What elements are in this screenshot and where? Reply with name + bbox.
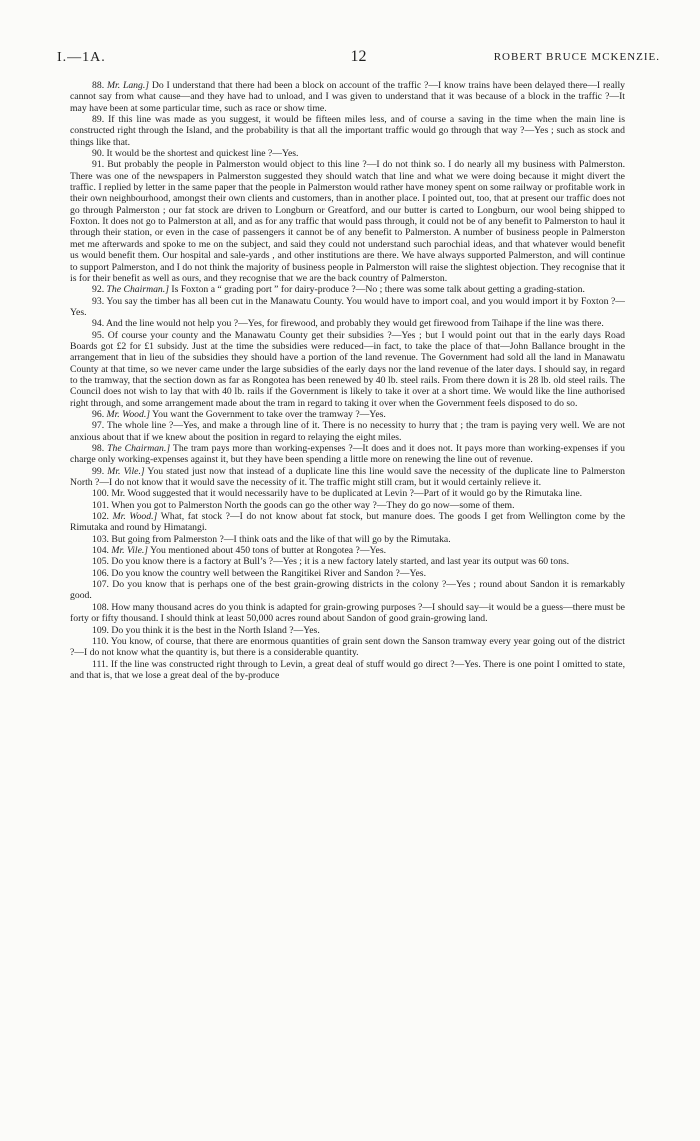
speaker-name: Mr. Lang.] (106, 80, 150, 91)
question-number: 97. (92, 420, 105, 432)
speaker-name: The Chairman.] (106, 284, 169, 296)
testimony-paragraph (70, 568, 625, 579)
testimony-paragraph (70, 500, 625, 511)
question-number: 102. (92, 511, 109, 523)
question-number: 109. (92, 624, 109, 636)
question-number: 103. (92, 533, 109, 545)
question-number: 111. (92, 658, 109, 670)
testimony-paragraph (70, 625, 625, 636)
testimony-paragraph (70, 659, 625, 682)
testimony-paragraph (70, 318, 625, 329)
question-number: 92. (92, 284, 105, 296)
testimony-paragraph (70, 409, 625, 420)
question-number: 95. (92, 329, 105, 341)
testimony-text: If this line was made as you suggest, it would be fifteen miles less, and of course a saving in the time when the main line is constructed right through the Island, and the probability is that all the important traffic would go through that way ?—Yes ; such as stock and things like that. (70, 114, 625, 148)
question-number: 99. (92, 465, 105, 477)
speaker-name: Mr. Wood.] (112, 511, 158, 523)
testimony-paragraph (70, 443, 625, 466)
question-number: 107. (92, 579, 109, 591)
question-number: 94. (92, 318, 105, 330)
page-header (57, 48, 660, 72)
question-number: 106. (92, 567, 109, 579)
parliamentary-paper-code: I.—1A. (57, 50, 106, 65)
speaker-name: The Chairman.] (107, 443, 171, 454)
testimony-text: Do you know there is a factory at Bull’s ?—Yes ; it is a new factory lately started, and last year its output was 60 tons. (108, 556, 570, 568)
testimony-paragraph (70, 148, 625, 159)
testimony-paragraph (70, 556, 625, 567)
testimony-paragraph (70, 545, 625, 556)
testimony-text: Do you know that is perhaps one of the best grain-growing districts in the colony ?—Yes ; round about Sandon it is remarkably good. (70, 579, 625, 602)
question-number: 105. (92, 556, 109, 568)
speaker-name: Mr. Vile.] (107, 465, 145, 477)
question-number: 100. (92, 488, 109, 500)
page-number: 12 (350, 48, 367, 65)
question-number: 104. (92, 545, 109, 557)
question-number: 91. (92, 159, 105, 171)
testimony-text: What, fat stock ?—I do not know about fat stock, but manure does. The goods I get from Wellington come by the Rimutaka and round by Himatangi. (70, 511, 625, 534)
testimony-paragraph (70, 602, 625, 625)
testimony-paragraph (70, 296, 625, 319)
testimony-text: Mr. Wood suggested that it would necessarily have to be duplicated at Levin ?—Part of it would go by the Rimutaka line. (108, 488, 583, 500)
testimony-paragraph (70, 579, 625, 602)
testimony-text: And the line would not help you ?—Yes, for firewood, and probably they would get firewood from Taihape if the line was there. (104, 318, 604, 330)
testimony-text: Of course your county and the Manawatu County get their subsidies ?—Yes ; but I would point out that in the early days Road Boards got £2 for £1 subsidy. Just at the time the subsidies were reduced—in fact, to take the place of that—John Ballance brought in the arrangement that in lieu of the subsidies they should have a portion of the land revenue. The Government had sold all the land in Manawatu County at that time, so we never came under the large subsidies of the early days nor the land revenue of the later days. I should say, in regard to the tramway, that the section down as far as Rongotea has been renewed by 40 lb. steel rails. From there down it is 28 lb. old steel rails. The Council does not wish to lay that with 40 lb. rails if the Government is likely to take it over at a short time. We would like the line authorised right through, and some arrangement made about the tram in regard to taking it over when the Government feels disposed to do so. (70, 329, 625, 409)
question-number: 90. (92, 148, 105, 160)
question-number: 110. (92, 635, 109, 647)
testimony-paragraph (70, 114, 625, 148)
testimony-text: It would be the shortest and quickest line ?—Yes. (104, 148, 299, 160)
testimony-paragraph (70, 636, 625, 659)
testimony-text: But going from Palmerston ?—I think oats and the like of that will go by the Rimutaka. (108, 533, 451, 545)
testimony-paragraph (70, 420, 625, 443)
testimony-text: The whole line ?—Yes, and make a through line of it. There is no necessity to hurry that ; the tram is paying very well. We are not anxious about that if we knew about the position in regard to relaying the eight miles. (70, 420, 625, 443)
question-number: 93. (92, 295, 105, 307)
question-number: 108. (92, 601, 109, 613)
speaker-name: Mr. Wood.] (106, 408, 151, 420)
speaker-name: Mr. Vile.] (111, 545, 149, 557)
witness-name: ROBERT BRUCE MCKENZIE. (493, 51, 660, 63)
testimony-text: You mentioned about 450 tons of butter at Rongotea ?—Yes. (148, 545, 387, 557)
testimony-paragraph (70, 534, 625, 545)
testimony-body (70, 80, 625, 681)
testimony-text: The tram pays more than working-expenses ?—It does and it does not. It pays more than working-expenses if you charge only working-expenses against it, but they have been spending a little more on renewing the line out of revenue. (70, 443, 625, 466)
testimony-paragraph (70, 511, 625, 534)
testimony-text: How many thousand acres do you think is adapted for grain-growing purposes ?—I should say—it would be a guess—there must be forty or fifty thousand. I should think at least 50,000 acres round about Sandon of good grain-growing land. (70, 601, 625, 625)
testimony-paragraph (70, 159, 625, 284)
question-number: 101. (92, 499, 109, 511)
testimony-text: You stated just now that instead of a duplicate line this line would save the necessity of the duplicate line to Palmerston North ?—I do not know that it would save the necessity of it. The traffic might still cram, but it would certainly relieve it. (70, 465, 626, 489)
testimony-paragraph (70, 330, 625, 409)
testimony-text: You say the timber has all been cut in the Manawatu County. You would have to import coal, and you would import it by Foxton ?—Yes. (70, 295, 625, 318)
testimony-text: You know, of course, that there are enormous quantities of grain sent down the Sanson tramway every year going out of the district ?—I do not know what the quantity is, but there is a considerable quantity. (70, 635, 625, 659)
question-number: 96. (92, 408, 105, 420)
testimony-paragraph (70, 466, 625, 489)
testimony-text: When you got to Palmerston North the goods can go the other way ?—They do go now—some of them. (108, 499, 515, 511)
question-number: 88. (92, 80, 105, 91)
testimony-paragraph (70, 284, 625, 295)
question-number: 89. (92, 114, 105, 126)
testimony-text: You want the Government to take over the tramway ?—Yes. (150, 408, 386, 420)
testimony-text: If the line was constructed right through to Levin, a great deal of stuff would go direct ?—Yes. There is one point I omitted to state, and that is, that we lose a great deal of the by-produce (70, 658, 625, 681)
testimony-text: Do you think it is the best in the North Island ?—Yes. (108, 624, 320, 636)
testimony-text: But probably the people in Palmerston would object to this line ?—I do not think so. I do nearly all my business with Palmerston. There was one of the newspapers in Palmerston suggested they should watch that line and what we were doing because it might divert the traffic. I replied by letter in the same paper that the people in Palmerston would rather have money spent on some railway or profitable work in their own neighbourhood, amongst their own clients and customers, than in another place. I pointed out, too, that at present our traffic does not go through Palmerston ; our fat stock are driven to Longburn or Greatford, and our butter is carted to Longburn, our wool being shipped to Foxton. It does not go to Palmerston at all, and as for any traffic that would pass through, it could not be of any benefit to Palmerston to haul it through their station, or even in the case of passengers it cannot be of any benefit to Palmerston. A number of business people in Palmerston met me afterwards and spoke to me on the subject, and said they could not understand such parochial ideas, and that whatever would benefit us would benefit them. Our hospital and sale-yards , and other institutions are there. We have always supported Palmerston, and will continue to support Palmerston, and I do not think the majority of business people in Palmerston will raise the slightest objection. They recognise that it is for their benefit as well as ours, and they recognise that we are the back country of Palmerston. (70, 159, 625, 284)
testimony-text: Do I understand that there had been a block on account of the traffic ?—I know trains have been delayed there—I really cannot say from what cause—and they have had to unload, and I was given to understand that it was because of a block in the traffic ?—It may have been at some particular time, such as race or show time. (70, 80, 626, 114)
testimony-paragraph (70, 488, 625, 499)
testimony-text: Do you know the country well between the Rangitikei River and Sandon ?—Yes. (108, 567, 426, 579)
testimony-text: Is Foxton a “ grading port ” for dairy-produce ?—No ; there was some talk about getting a grading-station. (168, 284, 585, 296)
testimony-paragraph (70, 80, 625, 114)
question-number: 98. (92, 443, 105, 454)
